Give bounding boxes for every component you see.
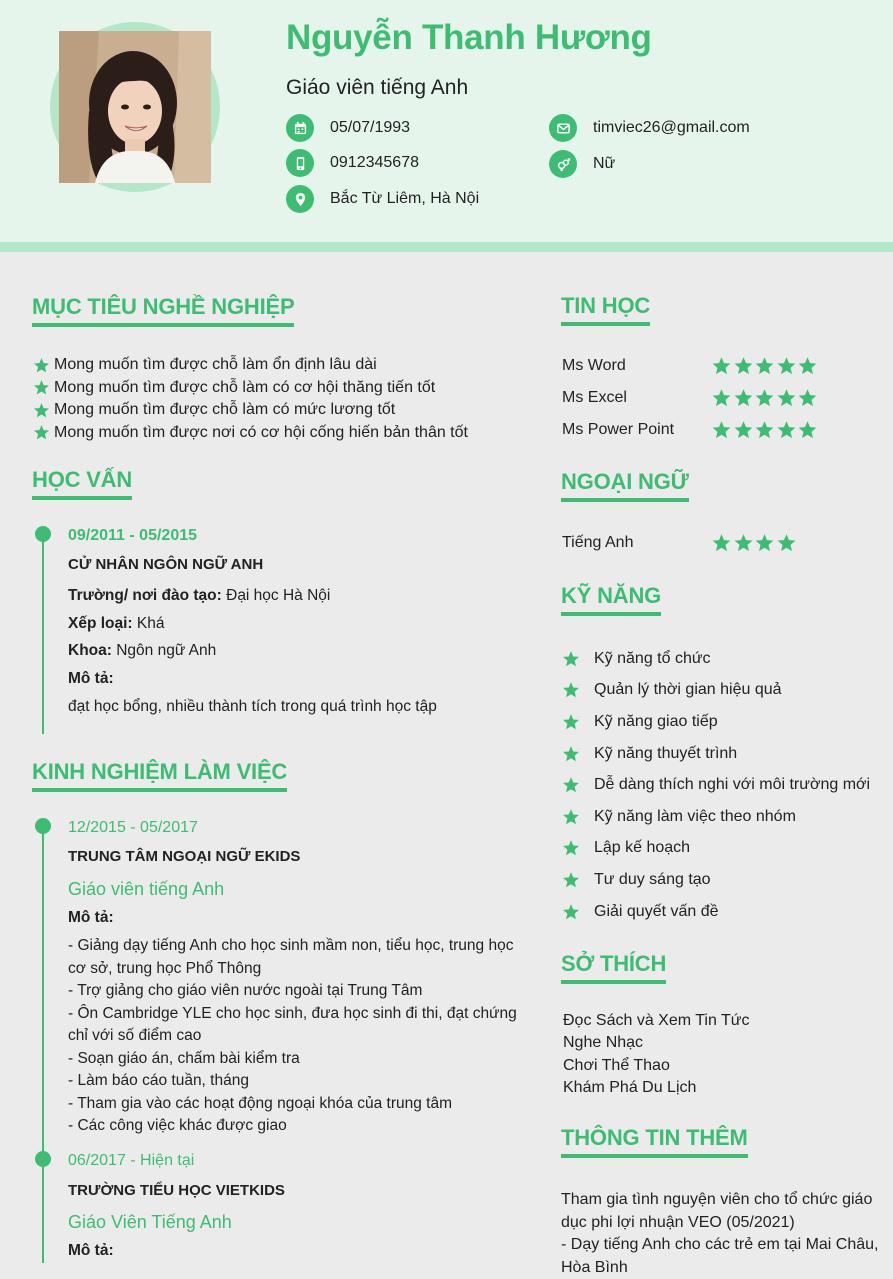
extra-info-text [561,1189,881,1279]
star-icon [754,388,775,408]
star-icon [797,388,818,408]
experience-heading: KINH NGHIỆM LÀM VIỆC [32,759,287,792]
rating-stars [711,420,819,440]
job-desc-line: - Các công việc khác được giao [68,1117,287,1134]
address-value: Bắc Từ Liêm, Hà Nội [330,190,480,207]
timeline-dot [35,818,51,834]
hobbies-heading: SỞ THÍCH [561,951,666,984]
skills-heading: KỸ NĂNG [561,583,661,616]
hobbies-list [563,1010,749,1099]
email-value: timviec26@gmail.com [593,119,750,136]
it-skill-row [562,388,862,408]
gender-value: Nữ [593,155,616,172]
star-icon [776,533,797,553]
skills-list [562,643,870,927]
job-role: Giáo viên tiếng Anh [68,879,225,899]
it-skill-row [562,420,862,440]
it-skill-label: Ms Word [562,357,626,374]
star-icon [754,533,775,553]
rating-stars [711,356,819,376]
calendar-icon [286,114,314,142]
gender-icon [549,150,577,178]
education-heading: HỌC VẤN [32,467,132,500]
list-item: Giải quyết vấn đề [562,896,870,928]
star-icon [33,357,50,374]
languages-heading: NGOẠI NGỮ [561,469,689,502]
rating-stars [711,388,819,408]
list-item: Đọc Sách và Xem Tin Tức [563,1012,750,1029]
job-desc-line: - Trợ giảng cho giáo viên nước ngoài tại Trung Tâm [68,982,423,999]
star-icon [562,650,580,668]
education-school: Trường/ nơi đào tạo: Đại học Hà Nội [68,587,331,604]
it-heading: TIN HỌC [561,293,650,326]
birthday-info [286,114,410,142]
list-item: Nghe Nhạc [563,1034,644,1052]
star-icon [711,388,732,408]
phone-value: 0912345678 [330,154,419,171]
star-icon [797,356,818,376]
education-rank: Xếp loại: Khá [68,615,165,632]
education-timeline [42,534,44,734]
job-desc-line: - Làm báo cáo tuần, tháng [68,1072,249,1089]
job-desc-line: - Giảng dạy tiếng Anh cho học sinh mầm non, tiểu học, trung học cơ sở, trung học Phổ Thông [68,937,514,977]
language-label: Tiếng Anh [562,534,634,551]
list-item: Mong muốn tìm được nơi có cơ hội cống hiến bản thân tốt [33,422,468,445]
it-skill-row [562,356,862,376]
list-item: Quản lý thời gian hiệu quả [562,675,870,707]
list-item: Lập kế hoạch [562,833,870,865]
candidate-name: Nguyễn Thanh Hương [286,18,652,57]
avatar [59,31,211,183]
job-organization: TRƯỜNG TIỂU HỌC VIETKIDS [68,1182,285,1199]
extra-info-heading: THÔNG TIN THÊM [561,1125,748,1158]
star-icon [562,839,580,857]
star-icon [711,356,732,376]
star-icon [33,379,50,396]
list-item: Mong muốn tìm được chỗ làm có mức lương tốt [33,399,468,422]
list-item: Kỹ năng tổ chức [562,643,870,675]
phone-info [286,149,419,177]
rating-stars [711,533,797,553]
list-item: Chơi Thể Thao [563,1056,670,1074]
phone-icon [286,149,314,177]
address-info [286,185,479,213]
job-desc-line: - Tham gia vào các hoạt động ngoại khóa của trung tâm [68,1094,453,1112]
extra-line: - Dạy tiếng Anh cho các trẻ em tại Mai Châu, Hòa Bình [561,1236,879,1276]
job-date: 06/2017 - Hiện tại [68,1152,195,1169]
star-icon [33,402,50,419]
envelope-icon [549,114,577,142]
location-pin-icon [286,185,314,213]
job-desc-label: Mô tả: [68,1242,114,1259]
job-desc-line: - Soạn giáo án, chấm bài kiểm tra [68,1049,300,1067]
job-desc-label: Mô tả: [68,909,114,926]
education-degree: CỬ NHÂN NGÔN NGỮ ANH [68,556,264,573]
job-organization: TRUNG TÂM NGOẠI NGỮ EKIDS [68,848,301,865]
it-skill-label: Ms Excel [562,389,627,406]
education-faculty: Khoa: Ngôn ngữ Anh [68,642,217,659]
language-row [562,533,862,553]
experience-timeline [42,826,44,1263]
list-item: Dễ dàng thích nghi với môi trường mới [562,769,870,801]
list-item: Kỹ năng làm việc theo nhóm [562,801,870,833]
email-info [549,114,750,142]
extra-line: Tham gia tình nguyện viên cho tổ chức giáo dục phi lợi nhuận VEO (05/2021) [561,1191,873,1231]
star-icon [754,420,775,440]
birthday-value: 05/07/1993 [330,119,411,136]
star-icon [733,420,754,440]
star-icon [711,420,732,440]
star-icon [562,903,580,921]
star-icon [776,388,797,408]
star-icon [562,871,580,889]
education-date: 09/2011 - 05/2015 [68,527,198,544]
job-desc-line: - Ôn Cambridge YLE cho học sinh, đưa học sinh đi thi, đạt chứng chỉ với số điểm cao [68,1004,517,1044]
star-icon [562,776,580,794]
star-icon [776,420,797,440]
list-item: Kỹ năng giao tiếp [562,706,870,738]
education-desc: đạt học bổng, nhiều thành tích trong quá trình học tập [68,698,437,715]
star-icon [776,356,797,376]
job-description [68,935,528,1138]
objective-list [33,354,468,444]
timeline-dot [35,526,51,542]
avatar-photo [59,31,211,183]
star-icon [711,533,732,553]
star-icon [733,388,754,408]
star-icon [733,533,754,553]
star-icon [562,808,580,826]
job-role: Giáo Viên Tiếng Anh [68,1212,232,1232]
list-item: Khám Phá Du Lịch [563,1078,697,1096]
star-icon [797,420,818,440]
star-icon [562,681,580,699]
timeline-dot [35,1151,51,1167]
star-icon [33,424,50,441]
list-item: Tư duy sáng tạo [562,864,870,896]
list-item: Mong muốn tìm được chỗ làm có cơ hội thăng tiến tốt [33,377,468,400]
list-item: Kỹ năng thuyết trình [562,738,870,770]
gender-info [549,150,615,178]
star-icon [562,713,580,731]
it-skill-label: Ms Power Point [562,421,675,438]
list-item: Mong muốn tìm được chỗ làm ổn định lâu dài [33,354,468,377]
job-date: 12/2015 - 05/2017 [68,819,198,836]
star-icon [754,356,775,376]
education-desc-label: Mô tả: [68,670,114,687]
star-icon [562,745,580,763]
header-divider [0,242,893,252]
star-icon [733,356,754,376]
objective-heading: MỤC TIÊU NGHỀ NGHIỆP [32,294,294,327]
candidate-title: Giáo viên tiếng Anh [286,76,469,99]
